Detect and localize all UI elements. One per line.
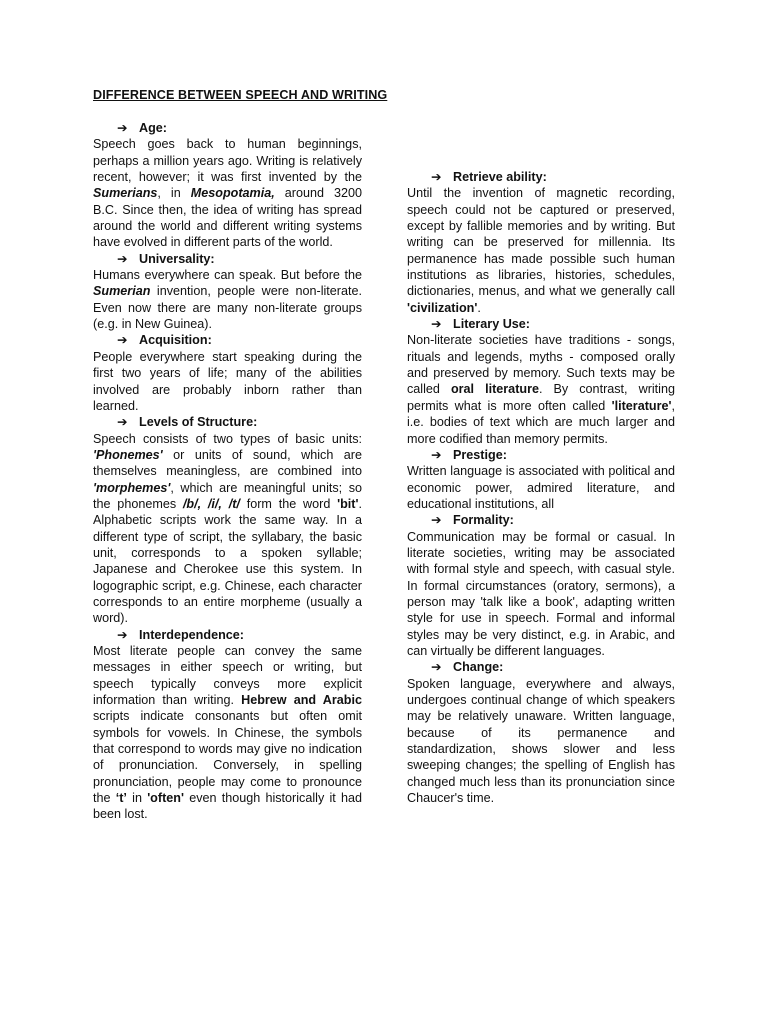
- heading-label: Levels of Structure:: [139, 415, 258, 430]
- body-text: Until the invention of magnetic recording, speech could not be captured or preserved, except by fallible memories and by writing. But writing can be preserved for millennia. Its permanence has made possible such human institutions as libraries, histories, schedules, dictionaries, menus, and what we generally call: [407, 186, 675, 299]
- body-text: . By contrast, writing permits what is more often called: [407, 382, 675, 413]
- section-heading-formality: [407, 512, 675, 528]
- section-heading-prestige: [407, 447, 675, 463]
- section-body-formality: [407, 529, 675, 660]
- body-text: Humans everywhere can speak. But before the: [93, 268, 362, 283]
- body-text: invention, people were non-literate. Even now there are many non-literate groups (e.g. in New Guinea).: [93, 284, 362, 332]
- arrow-right-icon: ➔: [117, 251, 128, 266]
- heading-label: Acquisition:: [139, 333, 212, 348]
- body-text: Most literate people can convey the same messages in either speech or writing, but speech typically conveys more explicit information than writing.: [93, 644, 362, 708]
- section-body-universality: [93, 267, 362, 332]
- body-text: form the word: [239, 496, 338, 511]
- body-text: , which are meaningful units; so the phonemes: [93, 480, 362, 511]
- section-body-change: [407, 676, 675, 807]
- section-heading-universality: [93, 251, 362, 267]
- emphasis-text: 'Phonemes': [93, 447, 163, 462]
- body-text: People everywhere start speaking during the first two years of life; many of the abilities involved are probably inborn rather than learned.: [93, 349, 362, 413]
- section-heading-interdependence: [93, 627, 362, 643]
- emphasis-text: Sumerians: [93, 186, 158, 201]
- emphasis-text: Hebrew and Arabic: [241, 693, 362, 708]
- body-text: Speech consists of two types of basic units:: [93, 431, 362, 446]
- right-column: [407, 169, 675, 806]
- emphasis-text: 'literature': [611, 398, 672, 413]
- body-text: or units of sound, which are themselves meaningless, are combined into: [93, 447, 362, 479]
- page-title: DIFFERENCE BETWEEN SPEECH AND WRITING: [93, 88, 388, 102]
- arrow-right-icon: ➔: [117, 333, 128, 348]
- arrow-right-icon: ➔: [431, 513, 442, 528]
- arrow-right-icon: ➔: [117, 415, 128, 430]
- heading-label: Formality:: [453, 513, 514, 528]
- body-text: .: [477, 300, 481, 315]
- section-body-prestige: [407, 463, 675, 512]
- section-heading-acquisition: [93, 332, 362, 348]
- heading-label: Interdependence:: [139, 627, 244, 642]
- body-text: Non-literate societies have traditions - songs, rituals and legends, myths - composed orally and preserved by memory. Such texts may be called: [407, 333, 675, 397]
- arrow-right-icon: ➔: [431, 660, 442, 675]
- heading-label: Age:: [139, 121, 167, 135]
- emphasis-text: 'civilization': [407, 300, 478, 315]
- section-heading-age: [93, 120, 362, 136]
- heading-label: Prestige:: [453, 447, 507, 462]
- body-text: in: [126, 791, 148, 806]
- body-text: Speech goes back to human beginnings, perhaps a million years ago. Writing is relatively recent, however; it was first invented by the: [93, 137, 362, 185]
- body-text: Communication may be formal or casual. In literate societies, writing may be associated with formal style and speech, with casual style. In formal circumstances (oratory, sermons), a person may 'talk like a book', adapting written style for use in speech. Formal and informal styles may be very distinct, e.g. in Arabic, and can virtually be different languages.: [407, 529, 675, 658]
- section-heading-retrieve-ability: [407, 169, 675, 185]
- section-body-age: [93, 136, 362, 250]
- section-heading-change: [407, 659, 675, 675]
- emphasis-text: oral literature: [450, 382, 539, 397]
- arrow-right-icon: ➔: [431, 447, 442, 462]
- emphasis-text: 'bit': [337, 496, 359, 511]
- arrow-right-icon: ➔: [431, 317, 442, 332]
- body-text: , i.e. bodies of text which are much larger and more codified than memory permits.: [407, 398, 675, 446]
- section-body-levels-of-structure: [93, 431, 362, 627]
- heading-label: Change:: [453, 660, 504, 675]
- emphasis-text: Sumerian: [93, 284, 151, 299]
- section-body-acquisition: [93, 349, 362, 414]
- emphasis-text: 'often': [147, 791, 184, 806]
- arrow-right-icon: ➔: [117, 121, 128, 135]
- arrow-right-icon: ➔: [431, 170, 442, 184]
- section-body-interdependence: [93, 643, 362, 823]
- emphasis-text: 'morphemes': [93, 480, 171, 495]
- emphasis-text: /b/, /i/, /t/: [182, 496, 240, 511]
- heading-label: Universality:: [139, 251, 215, 266]
- body-text: , in: [157, 186, 191, 201]
- left-column: [93, 120, 362, 823]
- section-heading-literary-use: [407, 316, 675, 332]
- body-text: scripts indicate consonants but often omit symbols for vowels. In Chinese, the symbols that correspond to words may give no indication of pronunciation. Conversely, in spelling pronunciation, people may come to pronounce the: [93, 709, 362, 806]
- body-text: even though historically it had been lost.: [93, 791, 362, 822]
- section-body-literary-use: [407, 332, 675, 446]
- heading-label: Literary Use:: [453, 317, 530, 332]
- section-body-retrieve-ability: [407, 185, 675, 316]
- section-heading-levels-of-structure: [93, 414, 362, 430]
- body-text: Spoken language, everywhere and always, undergoes continual change of which speakers may be relatively unaware. Written language, because of its permanence and standardization, shows slower and less sweeping changes; the spelling of English has changed much less than its pronunciation since Chaucer's time.: [407, 676, 675, 806]
- body-text: Written language is associated with political and economic power, admired literature, and educational institutions, all: [407, 464, 675, 511]
- body-text: . Alphabetic scripts work the same way. In a different type of script, the syllabary, the basic unit, corresponds to a spoken syllable; Japanese and Cherokee use this system. In logographic script, e.g. Chinese, each character corresponds to an entire morpheme (usually a word).: [93, 496, 362, 626]
- heading-label: Retrieve ability:: [453, 170, 547, 184]
- emphasis-text: Mesopotamia,: [190, 186, 275, 201]
- emphasis-text: ‘t’: [115, 791, 127, 806]
- arrow-right-icon: ➔: [117, 627, 128, 642]
- body-text: around 3200 B.C. Since then, the idea of writing has spread around the world and different writing systems have evolved in different parts of the world.: [93, 186, 362, 250]
